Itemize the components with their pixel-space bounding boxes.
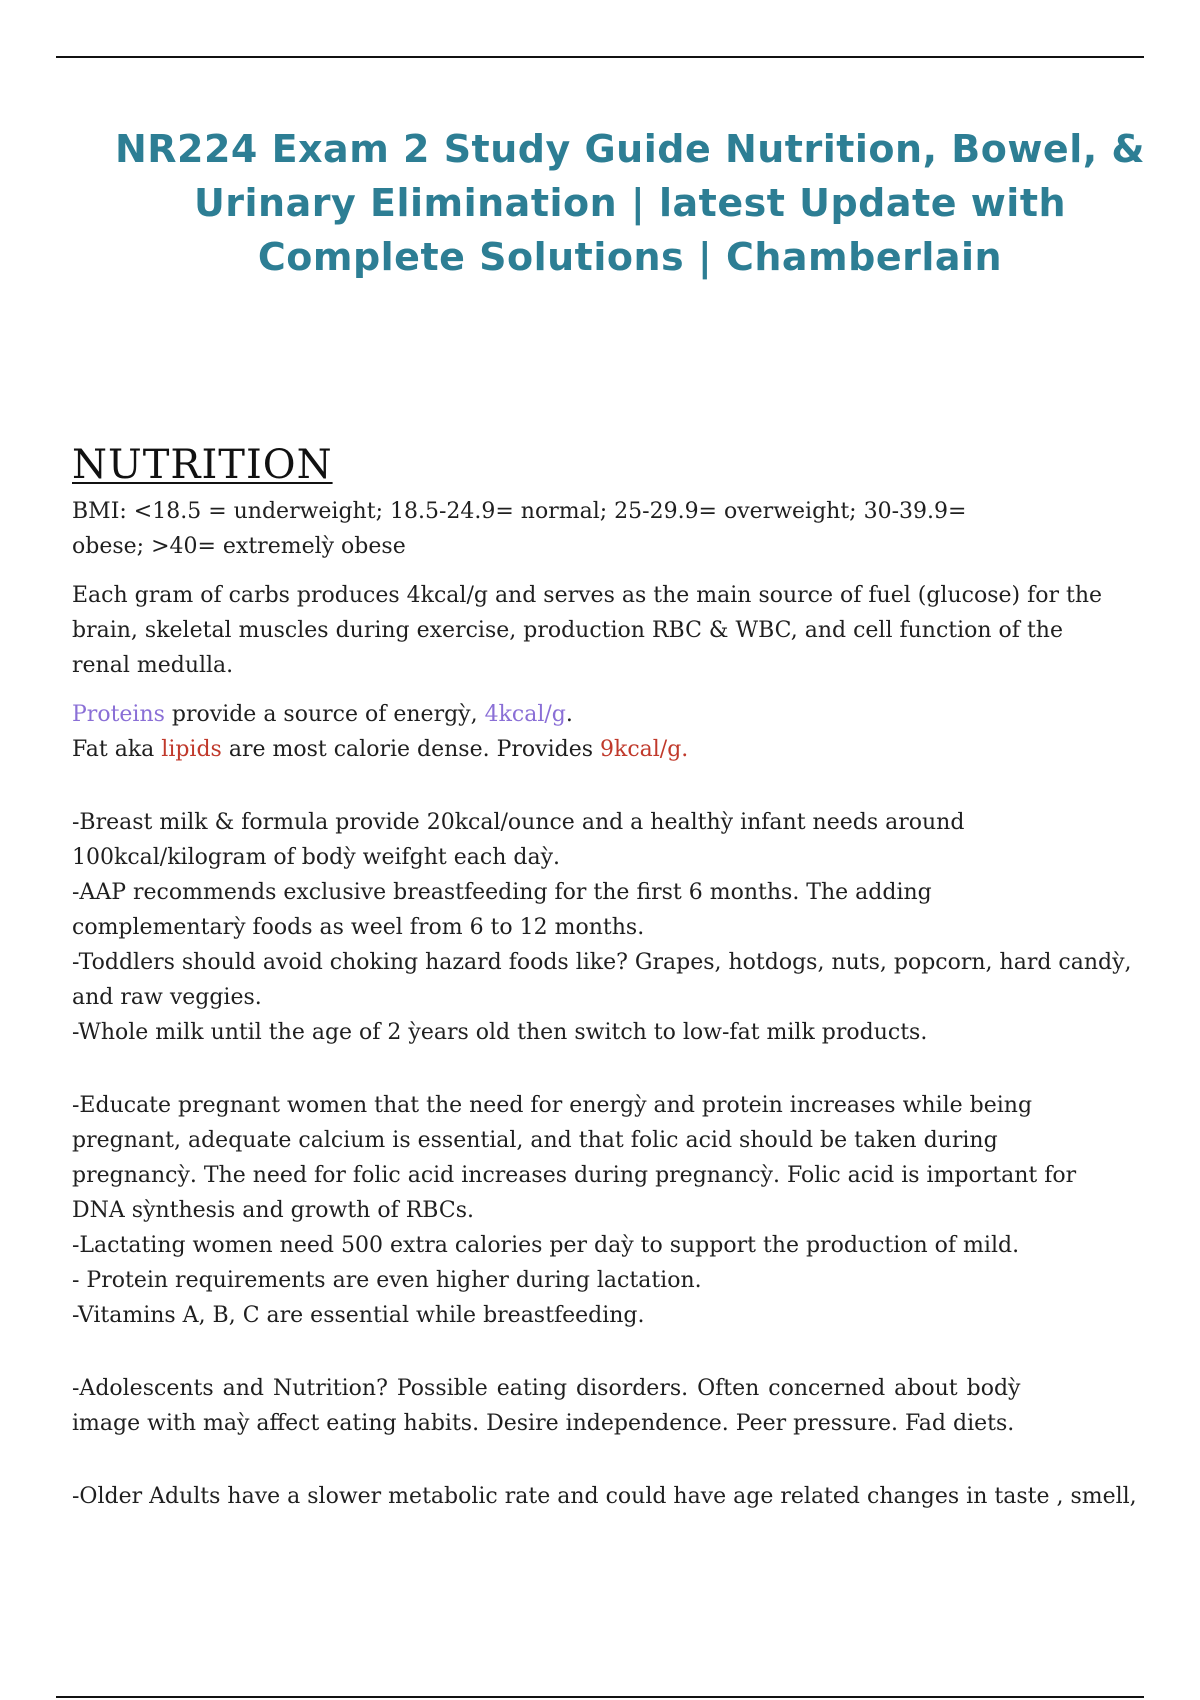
pregnancy-line-1: -Educate pregnant women that the need for energỳ and protein increases while being xyxy=(72,1093,1033,1118)
adolescents-line-1: -Adolescents and Nutrition? Possible eating disorders. Often concerned about bodỳ xyxy=(72,1376,1021,1401)
document-title xyxy=(80,122,1180,284)
infants-line-5: -Toddlers should avoid choking hazard foods like? Grapes, hotdogs, nuts, popcorn, hard candỳ, xyxy=(72,950,1132,975)
older-adults-paragraph xyxy=(72,1479,1182,1514)
pregnancy-line-3: pregnancỳ. The need for folic acid increases during pregnancỳ. Folic acid is important for xyxy=(72,1163,1077,1188)
adolescents-paragraph xyxy=(72,1371,1182,1441)
top-rule xyxy=(56,56,1144,58)
infants-line-4: complementarỳ foods as weel from 6 to 12 months. xyxy=(72,915,645,940)
adolescents-line-2: image with maỳ affect eating habits. Desire independence. Peer pressure. Fad diets. xyxy=(72,1411,1015,1436)
pregnancy-paragraph xyxy=(72,1088,1182,1333)
infants-line-6: and raw veggies. xyxy=(72,985,262,1010)
proteins-value: 4kcal/g xyxy=(484,702,566,727)
proteins-highlight: Proteins xyxy=(72,702,165,727)
pregnancy-line-6: - Protein requirements are even higher during lactation. xyxy=(72,1268,702,1293)
proteins-text: provide a source of energỳ, xyxy=(164,702,485,727)
carbs-line-3: renal medulla. xyxy=(72,653,234,678)
pregnancy-line-4: DNA sỳnthesis and growth of RBCs. xyxy=(72,1198,474,1223)
lipids-highlight: lipids xyxy=(161,737,222,762)
infants-line-2: 100kcal/kilogram of bodỳ weifght each daỳ. xyxy=(72,845,560,870)
carbs-line-2: brain, skeletal muscles during exercise, production RBC & WBC, and cell function of the xyxy=(72,618,1063,643)
fat-line xyxy=(72,732,1182,767)
pregnancy-line-2: pregnant, adequate calcium is essential, and that folic acid should be taken during xyxy=(72,1128,998,1153)
infants-line-3: -AAP recommends exclusive breastfeeding for the first 6 months. The adding xyxy=(72,880,932,905)
bmi-paragraph xyxy=(72,494,1182,564)
section-heading-nutrition: NUTRITION xyxy=(72,442,333,488)
document-body xyxy=(72,442,1182,1514)
infants-paragraph xyxy=(72,805,1182,1050)
pregnancy-line-5: -Lactating women need 500 extra calories per daỳ to support the production of mild. xyxy=(72,1233,1020,1258)
bmi-line-1: BMI: <18.5 = underweight; 18.5-24.9= normal; 25-29.9= overweight; 30-39.9= xyxy=(72,499,967,524)
proteins-line xyxy=(72,697,1182,732)
carbs-line-1: Each gram of carbs produces 4kcal/g and serves as the main source of fuel (glucose) for the xyxy=(72,583,1103,608)
proteins-end: . xyxy=(565,702,573,727)
title-line-3: Complete Solutions | Chamberlain xyxy=(257,235,1003,279)
older-line-1: -Older Adults have a slower metabolic rate and could have age related changes in taste , smell, xyxy=(72,1484,1137,1509)
title-line-1: NR224 Exam 2 Study Guide Nutrition, Bowel, & xyxy=(114,127,1146,171)
bmi-line-2: obese; >40= extremelỳ obese xyxy=(72,534,406,559)
infants-line-7: -Whole milk until the age of 2 ỳears old then switch to low-fat milk products. xyxy=(72,1020,928,1045)
bottom-rule xyxy=(56,1696,1144,1698)
fat-text-2: are most calorie dense. Provides xyxy=(221,737,600,762)
carbs-paragraph xyxy=(72,578,1182,683)
infants-line-1: -Breast milk & formula provide 20kcal/ounce and a healthỳ infant needs around xyxy=(72,810,965,835)
fat-value: 9kcal/g. xyxy=(600,737,689,762)
pregnancy-line-7: -Vitamins A, B, C are essential while breastfeeding. xyxy=(72,1303,645,1328)
title-line-2: Urinary Elimination | latest Update with xyxy=(193,181,1067,225)
macros-paragraph xyxy=(72,697,1182,767)
fat-text: Fat aka xyxy=(72,737,162,762)
